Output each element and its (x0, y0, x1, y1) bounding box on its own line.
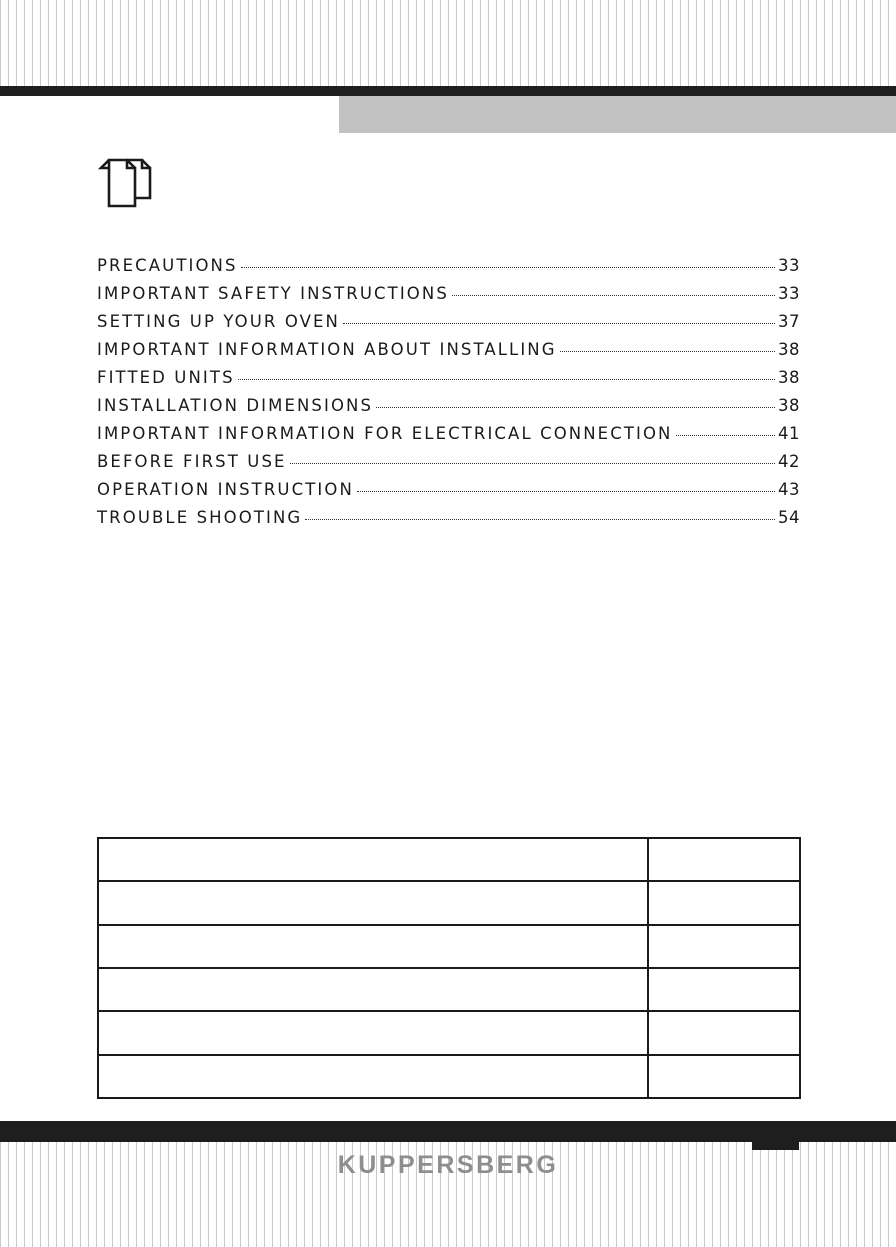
toc-entry[interactable] (97, 448, 800, 476)
table-cell (648, 838, 800, 881)
table-cell (98, 925, 648, 968)
toc-entry[interactable] (97, 364, 800, 392)
toc-entry-page: 54 (778, 508, 800, 527)
toc-leader-dots (241, 267, 775, 268)
toc-leader-dots (452, 295, 775, 296)
toc-entry[interactable] (97, 252, 800, 280)
toc-entry[interactable] (97, 280, 800, 308)
table-cell (648, 968, 800, 1011)
top-dark-band (0, 86, 896, 96)
toc-entry[interactable] (97, 308, 800, 336)
toc-entry-title: IMPORTANT INFORMATION FOR ELECTRICAL CONNECTION (97, 424, 673, 443)
toc-entry[interactable] (97, 504, 800, 532)
table-row (98, 968, 800, 1011)
toc-entry-page: 38 (778, 340, 800, 359)
toc-entry-page: 42 (778, 452, 800, 471)
table-cell (98, 838, 648, 881)
table-cell (98, 1011, 648, 1054)
blank-notes-table (97, 837, 801, 1099)
toc-entry[interactable] (97, 420, 800, 448)
toc-entry-title: SETTING UP YOUR OVEN (97, 312, 340, 331)
table-cell (648, 1011, 800, 1054)
toc-leader-dots (357, 491, 775, 492)
toc-leader-dots (238, 379, 775, 380)
table-row (98, 1055, 800, 1098)
table-cell (648, 881, 800, 924)
toc-entry-title: IMPORTANT INFORMATION ABOUT INSTALLING (97, 340, 557, 359)
toc-entry-page: 33 (778, 284, 800, 303)
toc-entry-page: 33 (778, 256, 800, 275)
toc-leader-dots (676, 435, 776, 436)
toc-entry-page: 37 (778, 312, 800, 331)
bottom-dark-band (0, 1121, 896, 1142)
toc-leader-dots (376, 407, 775, 408)
toc-entry-title: FITTED UNITS (97, 368, 235, 387)
toc-entry[interactable] (97, 392, 800, 420)
toc-entry[interactable] (97, 476, 800, 504)
toc-leader-dots (560, 351, 775, 352)
table-row (98, 1011, 800, 1054)
brand-logo: KUPPERSBERG (337, 1151, 559, 1179)
top-stripe-pattern (0, 0, 896, 86)
toc-entry-page: 38 (778, 368, 800, 387)
toc-entry-title: INSTALLATION DIMENSIONS (97, 396, 374, 415)
table-cell (98, 968, 648, 1011)
table-row (98, 925, 800, 968)
toc-entry-title: TROUBLE SHOOTING (97, 508, 303, 527)
table-cell (648, 925, 800, 968)
toc-entry-title: PRECAUTIONS (97, 256, 238, 275)
toc-entry-page: 38 (778, 396, 800, 415)
table-cell (648, 1055, 800, 1098)
toc-entry[interactable] (97, 336, 800, 364)
toc-leader-dots (290, 463, 775, 464)
toc-leader-dots (343, 323, 775, 324)
table-cell (98, 881, 648, 924)
header-gray-bar (339, 96, 896, 133)
document-copies-icon (98, 158, 154, 208)
page-tab-marker (752, 1140, 799, 1150)
toc-leader-dots (305, 519, 775, 520)
table-row (98, 881, 800, 924)
toc-entry-page: 43 (778, 480, 800, 499)
table-row (98, 838, 800, 881)
table-of-contents (97, 252, 800, 532)
toc-entry-title: OPERATION INSTRUCTION (97, 480, 354, 499)
toc-entry-title: BEFORE FIRST USE (97, 452, 287, 471)
table-cell (98, 1055, 648, 1098)
toc-entry-page: 41 (778, 424, 800, 443)
toc-entry-title: IMPORTANT SAFETY INSTRUCTIONS (97, 284, 449, 303)
